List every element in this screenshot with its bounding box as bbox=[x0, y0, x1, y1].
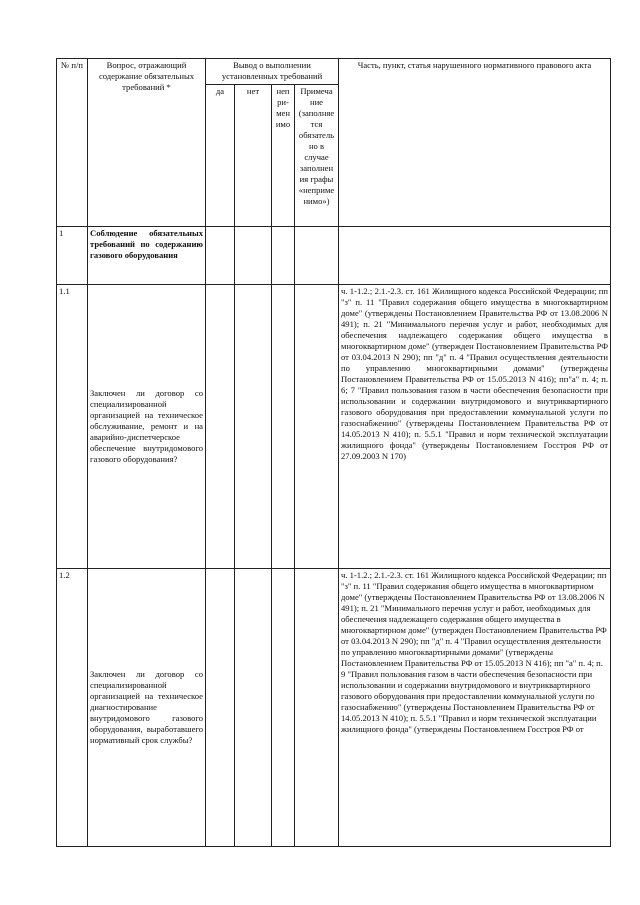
header-row bbox=[57, 59, 611, 85]
cell-yes bbox=[206, 569, 235, 847]
cell-na bbox=[272, 569, 295, 847]
row-question: Заключен ли договор со специализированной организацией на техническое обслуживание, ремонт и на аварийно-диспетчерское обеспечение внутридомового газового оборудования? bbox=[88, 285, 206, 569]
row-question: Заключен ли договор со специализированной организацией на техническое диагностирование внутридомового газового оборудования, выработавшего нормативный срок службы? bbox=[88, 569, 206, 847]
header-question: Вопрос, отражающий содержание обязательных требований * bbox=[88, 59, 206, 227]
cell-na bbox=[272, 227, 295, 285]
row-law: ч. 1-1.2.; 2.1.-2.3. ст. 161 Жилищного кодекса Российской Федерации; пп "з" п. 11 "Правил содержания общего имущества в многоквартирном доме" (утверждены Постановлением Правительства РФ от 13.08.2006 N 491); п. 21 "Минимального перечня услуг и работ, необходимых для обеспечения надлежащего содержания общего имущества в многоквартирном доме" (утвержден Постановлением Правительства РФ от 03.04.2013 N 290); пп "д" п. 4 "Правил осуществления деятельности по управлению многоквартирными домами" (утверждены Постановлением Правительства РФ от 15.05.2013 N 416); пп "а" п. 4; п. 9 "Правил пользования газом в части обеспечения безопасности при использовании и содержании внутридомового и внутриквартирного газового оборудования при предоставлении коммунальной услуги по газоснабжению" (утверждены Постановлением Правительства РФ от 14.05.2013 N 410); п. 5.5.1 "Правил и норм технической эксплуатации жилищного фонда" (утверждены Постановлением Госстроя РФ от bbox=[339, 569, 611, 847]
row-num: 1.2 bbox=[57, 569, 88, 847]
section-title: Соблюдение обязательных требований по содержанию газового оборудования bbox=[88, 227, 206, 285]
header-article: Часть, пункт, статья нарушенного нормативного правового акта bbox=[339, 59, 611, 227]
header-yes: да bbox=[206, 85, 235, 227]
section-row bbox=[57, 227, 611, 285]
cell-note bbox=[295, 569, 339, 847]
header-na: неп ри- мен имо bbox=[272, 85, 295, 227]
table-row bbox=[57, 285, 611, 569]
section-num: 1 bbox=[57, 227, 88, 285]
header-no: нет bbox=[235, 85, 272, 227]
cell-no bbox=[235, 285, 272, 569]
cell-no bbox=[235, 227, 272, 285]
header-note: Примеча ние (заполняе тся обязатель но в случае заполнен ия графы «неприме нимо») bbox=[295, 85, 339, 227]
cell-article bbox=[339, 227, 611, 285]
checklist-table bbox=[56, 58, 611, 847]
cell-note bbox=[295, 227, 339, 285]
row-law: ч. 1-1.2.; 2.1.-2.3. ст. 161 Жилищного кодекса Российской Федерации; пп "з" п. 11 "Правил содержания общего имущества в многоквартирном доме" (утверждены Постановлением Правительства РФ от 13.08.2006 N 491); п. 21 "Минимального перечня услуг и работ, необходимых для обеспечения надлежащего содержания общего имущества в многоквартирном доме" (утвержден Постановлением Правительства РФ от 03.04.2013 N 290); пп "д" п. 4 "Правил осуществления деятельности по управлению многоквартирными домами" (утверждены Постановлением Правительства РФ от 15.05.2013 N 416); пп"а" п. 4; п. 6; 7 "Правил пользования газом в части обеспечения безопасности при использовании и содержании внутридомового и внутриквартирного газового оборудования при предоставлении коммунальной услуги по газоснабжению" (утверждены Постановлением Правительства РФ от 14.05.2013 N 410); п. 5.5.1 "Правил и норм технической эксплуатации жилищного фонда" (утверждены Постановлением Госстроя РФ от 27.09.2003 N 170) bbox=[339, 285, 611, 569]
cell-yes bbox=[206, 285, 235, 569]
cell-yes bbox=[206, 227, 235, 285]
cell-note bbox=[295, 285, 339, 569]
cell-na bbox=[272, 285, 295, 569]
row-num: 1.1 bbox=[57, 285, 88, 569]
cell-no bbox=[235, 569, 272, 847]
header-num: № п/п bbox=[57, 59, 88, 227]
table-row bbox=[57, 569, 611, 847]
header-conclusion: Вывод о выполнении установленных требований bbox=[206, 59, 339, 85]
